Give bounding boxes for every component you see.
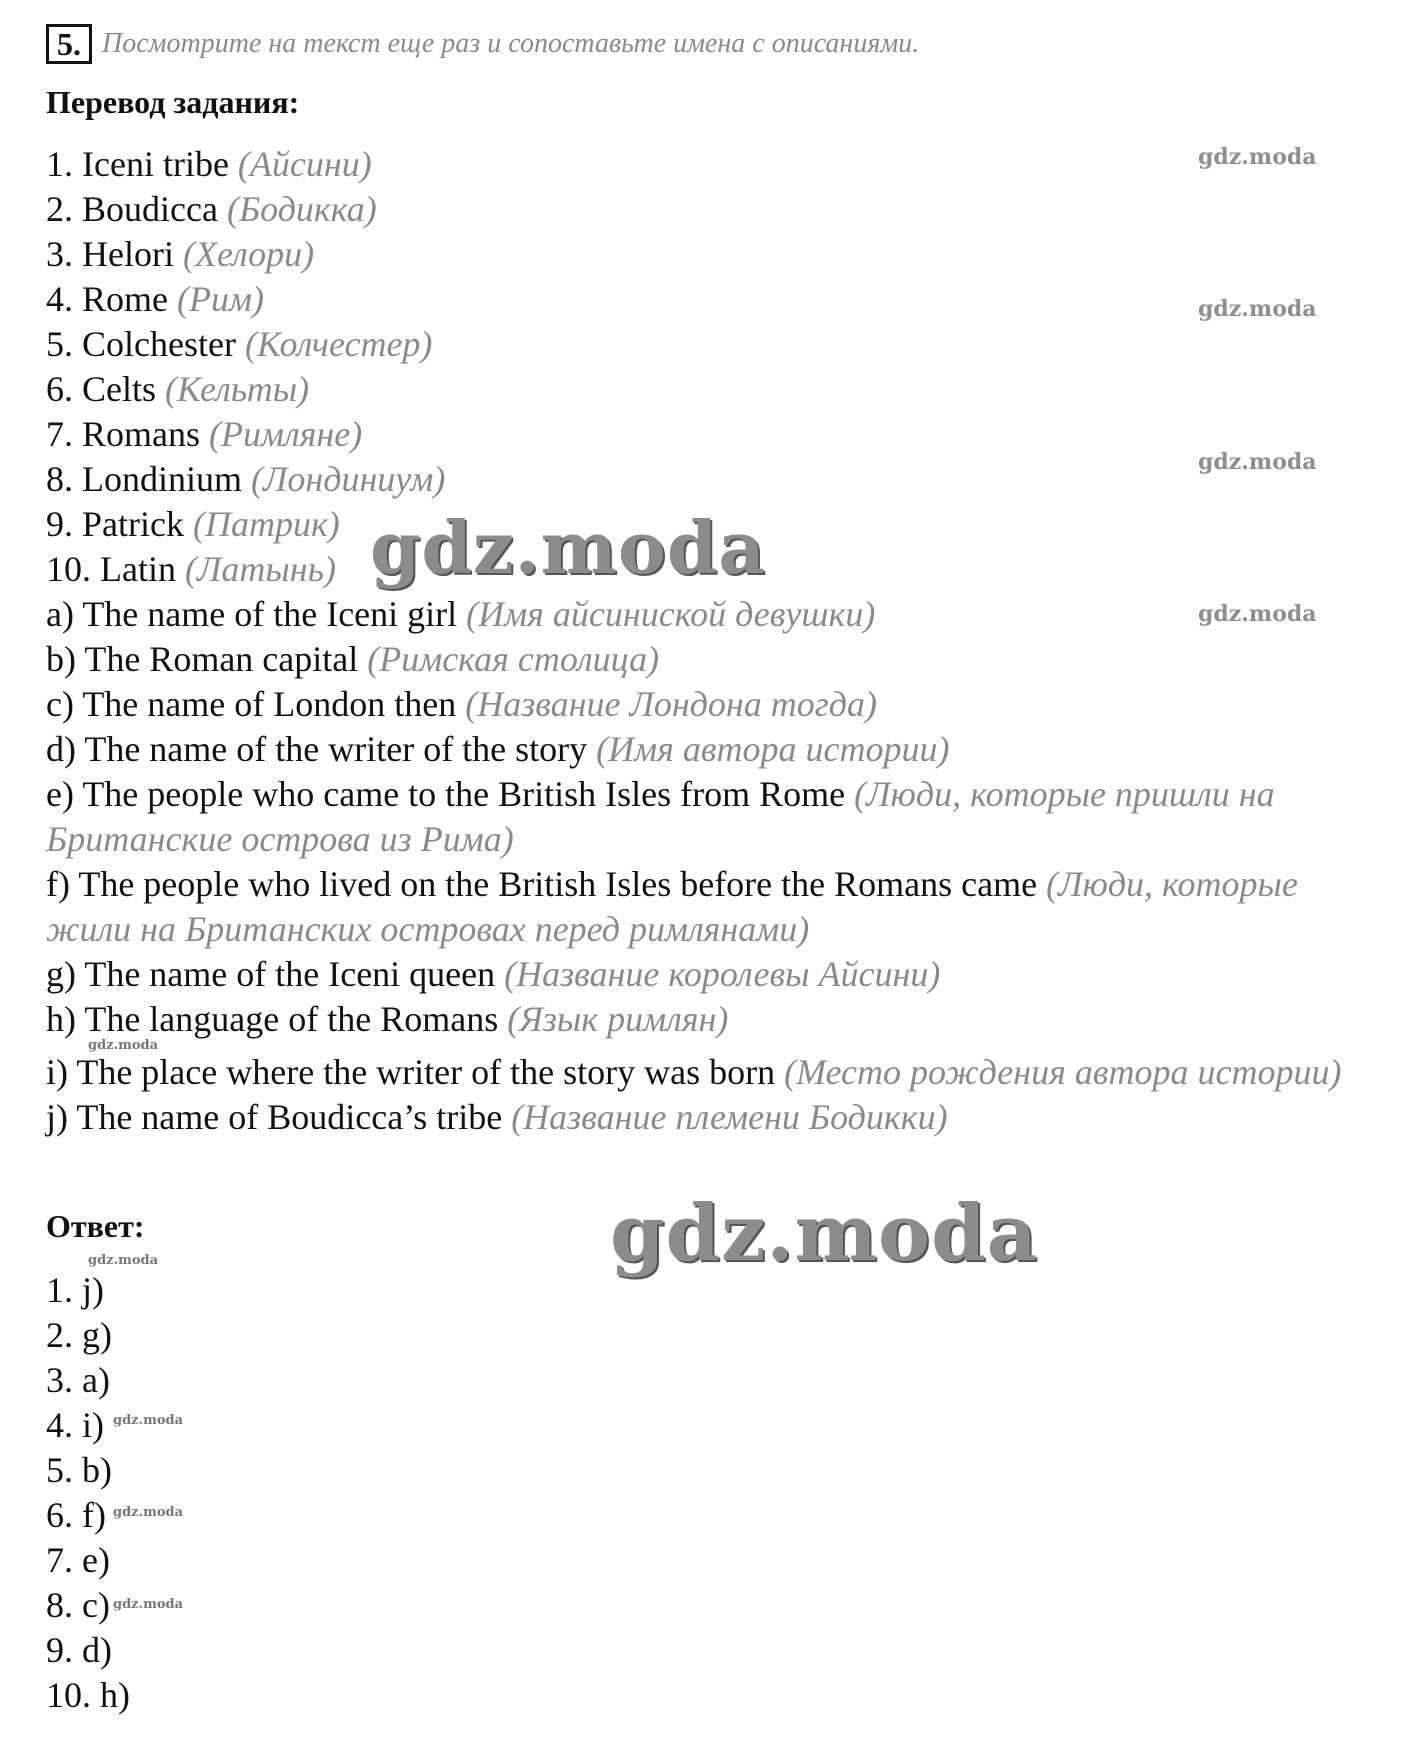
list-item: 7. Romans (Римляне): [46, 414, 363, 454]
answer-item: 8. c): [46, 1585, 110, 1625]
list-item: 5. Colchester (Колчестер): [46, 324, 433, 364]
watermark: gdz.moda: [370, 505, 766, 590]
description-item: h) The language of the Romans (Язык римлян): [46, 999, 729, 1039]
list-item: 8. Londinium (Лондиниум): [46, 459, 446, 499]
description-item: e) The people who came to the British Isles from Rome (Люди, которые пришли на Британские острова из Рима): [46, 774, 1275, 859]
watermark: gdz.moda: [88, 1253, 159, 1268]
watermark: gdz.moda: [1198, 144, 1317, 170]
description-item: f) The people who lived on the British Isles before the Romans came (Люди, которые жили на Британских островах перед римлянами): [46, 864, 1298, 949]
watermark: gdz.moda: [1198, 449, 1317, 475]
task-header: [46, 22, 919, 66]
description-item: i) The place where the writer of the story was born (Место рождения автора истории): [46, 1052, 1342, 1092]
list-item: 1. Iceni tribe (Айсини): [46, 144, 372, 184]
watermark: gdz.moda: [1198, 601, 1317, 627]
description-item: g) The name of the Iceni queen (Название королевы Айсини): [46, 954, 941, 994]
description-item: d) The name of the writer of the story (Имя автора истории): [46, 729, 950, 769]
description-item: c) The name of London then (Название Лондона тогда): [46, 684, 878, 724]
answer-item: 5. b): [46, 1450, 112, 1490]
matching-list: [46, 142, 1366, 1140]
answer-item: 3. a): [46, 1360, 110, 1400]
answer-item: 6. f): [46, 1495, 106, 1535]
list-item: 10. Latin (Латынь): [46, 549, 336, 589]
list-item: 6. Celts (Кельты): [46, 369, 310, 409]
description-item: a) The name of the Iceni girl (Имя айсиниской девушки): [46, 594, 876, 634]
watermark: gdz.moda: [113, 1505, 184, 1520]
description-item: j) The name of Boudicca’s tribe (Название племени Бодикки): [46, 1097, 948, 1137]
list-item: 4. Rome (Рим): [46, 279, 264, 319]
answer-heading: Ответ:: [46, 1208, 145, 1244]
list-item: 2. Boudicca (Бодикка): [46, 189, 377, 229]
answer-item: 2. g): [46, 1315, 112, 1355]
description-item: b) The Roman capital (Римская столица): [46, 639, 660, 679]
watermark: gdz.moda: [113, 1413, 184, 1428]
watermark: gdz.moda: [88, 1038, 159, 1053]
answer-item: 10. h): [46, 1675, 130, 1715]
watermark: gdz.moda: [610, 1188, 1039, 1279]
answer-item: 7. e): [46, 1540, 110, 1580]
list-item: 3. Helori (Хелори): [46, 234, 315, 274]
answer-item: 4. i): [46, 1405, 104, 1445]
answer-item: 9. d): [46, 1630, 112, 1670]
translation-heading: Перевод задания:: [46, 84, 300, 120]
watermark: gdz.moda: [113, 1597, 184, 1612]
task-number-box: 5.: [46, 24, 92, 64]
answer-item: 1. j): [46, 1270, 104, 1310]
task-instruction: Посмотрите на текст еще раз и сопоставьте имена с описаниями.: [102, 28, 920, 59]
list-item: 9. Patrick (Патрик): [46, 504, 340, 544]
answer-list: [46, 1268, 130, 1718]
watermark: gdz.moda: [1198, 296, 1317, 322]
